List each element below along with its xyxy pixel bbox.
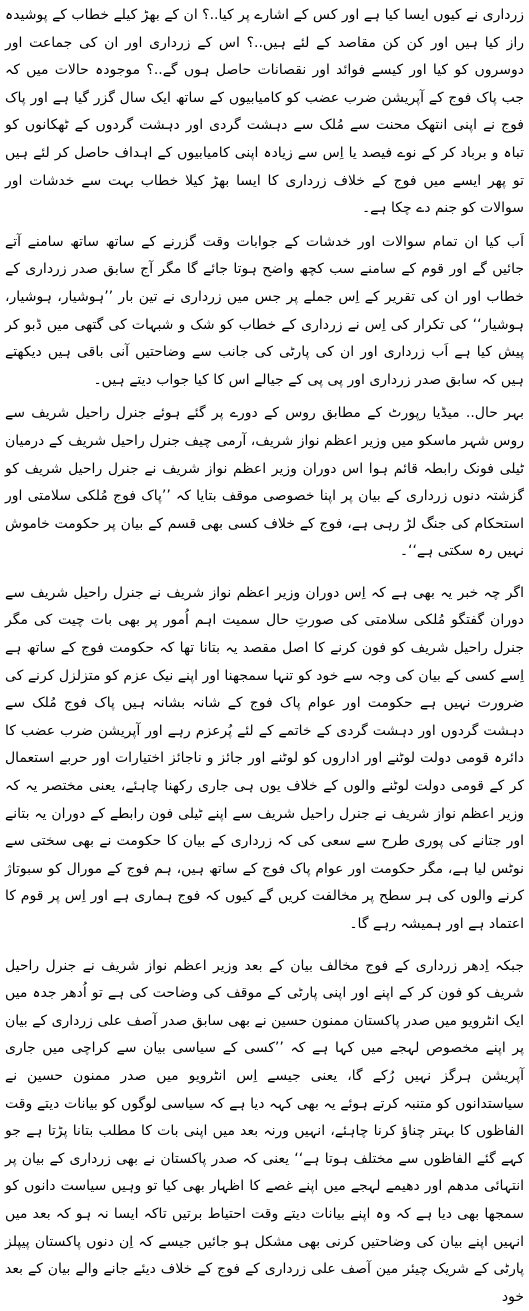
article-paragraph-1: زرداری نے کیوں ایسا کیا ہے اور کس کے اشارے پر کیا..؟ ان کے بھڑ کیلے خطاب کے پوشیدہ راز کیا ہیں اور کن کن مقاصد کے لئے ہیں..؟ اس کے زرداری اور ان کی جماعت اور دوسروں کو کیا اور کیسے فوائد اور نقصانات حاصل ہوں گے..؟ موجودہ حالات میں کہ جب پاک فوج کے آپریشن ضرب عضب کو کامیابیوں کے ساتھ ایک سال گزر گیا ہے اور پاک فوج نے اپنی انتھک محنت سے مُلک سے دہشت گردی اور دہشت گردوں کے ٹھکانوں کو تباہ و برباد کر کے نوے فیصد یا اِس سے زیادہ اپنی کامیابیوں کے اہداف حاصل کر لئے ہیں تو پھر ایسے میں فوج کے خلاف زرداری کا ایسا بھڑ کیلا خطاب بہت سے خدشات اور سوالات کو جنم دے چکا ہے۔: [5, 7, 524, 217]
article-paragraph-3: بہر حال.. میڈیا رپورٹ کے مطابق روس کے دورے پر گئے ہوئے جنرل راحیل شریف سے روس شہر ماسکو میں وزیر اعظم نواز شریف، آرمی چیف جنرل راحیل شریف کے درمیان ٹیلی فونک رابطہ قائم ہوا اس دوران وزیر اعظم نواز شریف نے جنرل راحیل شریف کو گزشتہ دنوں زرداری کے بیان پر اپنا خصوصی موقف بتایا کہ ’’پاک فوج مُلکی سلامتی اور استحکام کی جنگ لڑ رہی ہے، فوج کے خلاف کسی بھی قسم کے بیان پر حکومت خاموش نہیں رہ سکتی ہے‘‘۔: [5, 405, 524, 560]
article-paragraph-2: اَب کیا ان تمام سوالات اور خدشات کے جوابات وقت گزرنے کے ساتھ ساتھ سامنے آتے جائیں گے اور قوم کے سامنے سب کچھ واضح ہوتا جائے گا مگر آج سابق صدر زرداری کے خطاب اور ان کی تقریر کے اِس جملے پر جس میں زرداری نے تین بار ’’ہوشیار، ہوشیار، ہوشیار‘‘ کی تکرار کی اِس نے زرداری کے خطاب کو شک و شبہات کی گتھی میں ڈبو کر پیش کیا ہے اَب زرداری اور ان کی پارٹی کی جانب سے وضاحتیں آنی باقی ہیں دیکھتے ہیں کہ سابق صدر زرداری اور پی پی کے جیالے اس کا کیا جواب دیتے ہیں۔: [5, 233, 524, 388]
article-paragraph-4: اگر چہ خبر یہ بھی ہے کہ اِس دوران وزیر اعظم نواز شریف نے جنرل راحیل شریف سے دوران گفتگو مُلکی سلامتی کی صورتِ حال سمیت اہم اُمور پر بھی بات چیت کی مگر جنرل راحیل شریف کو فون کرنے کا اصل مقصد یہ بتانا تھا کہ حکومت فوج کے ساتھ ہے اِسے کسی کے بیان کی وجہ سے خود کو تنہا سمجھنا اور اپنے نیک عزم کو متزلزل کرنے کی ضرورت نہیں ہے حکومت اور عوام پاک فوج کے شانہ بشانہ ہیں پاک فوج مُلک سے دہشت گردوں اور دہشت گردی کے خاتمے کے لئے پُرعزم رہے اور آپریشن ضرب عضب کا دائرہ قومی دولت لوٹنے اور اداروں کو لوٹنے اور جائز و ناجائز اختیارات اور حربے استعمال کر کے قومی دولت لوٹنے والوں کے خلاف یوں ہی جاری رکھنا چاہئے، یعنی مختصر یہ کہ وزیر اعظم نواز شریف نے جنرل راحیل شریف سے اپنے ٹیلی فون رابطے کے دوران یہ بتانے اور جتانے کی پوری طرح سے سعی کی کہ زرداری کے بیان کا حکومت نے بھی سختی سے نوٹس لیا ہے، مگر حکومت اور عوام پاک فوج کے ساتھ ہیں، ہم فوج کے مورال کو سبوتاژ کرنے والوں کی ہر سطح پر مخالفت کریں گے کیوں کہ فوج ہماری ہے اور اِس پر قوم کا اعتماد ہے اور ہمیشہ رہے گا۔: [5, 584, 524, 932]
article-paragraph-5: جبکہ اِدھر زرداری کے فوج مخالف بیان کے بعد وزیر اعظم نواز شریف نے جنرل راحیل شریف کو فون کر کے اپنے اور اپنی پارٹی کے موقف کی وضاحت کی ہے تو اُدھر جدہ میں ایک انٹرویو میں صدر پاکستان ممنون حسین نے بھی سابق صدر آصف علی زرداری کے بیان پر اپنے مخصوص لہجے میں کہا ہے کہ ’’کسی کے سیاسی بیان سے کراچی میں جاری آپریشن ہرگز نہیں رُکے گا، یعنی جیسے اِس انٹرویو میں صدر ممنون حسین نے سیاستدانوں کو متنبہ کرتے ہوئے یہ بھی کہہ دیا ہے کہ سیاسی لوگوں کو بیانات دیتے وقت الفاظوں کا بہتر چناؤ کرنا چاہئے، انہیں ورنہ بعد میں اپنی بات کا مطلب بتانا پڑتا ہے جو کہے گئے الفاظوں سے مختلف ہوتا ہے‘‘ یعنی کہ صدر پاکستان نے بھی زرداری کے بیان پر انتہائی مدھم اور دھیمے لہجے میں اپنے غصے کا اظہار بھی کیا تو وہیں سیاست دانوں کو سمجھا بھی دیا ہے کہ وہ اپنے بیانات دیتے وقت احتیاط برتیں تاکہ ایسا نہ ہو کہ بعد میں انہیں اپنے بیان کی وضاحتیں کرنی بھی مشکل ہو جائیں جیسے کہ اِن دنوں پاکستان پیپلز پارٹی کے شریک چیئر مین آصف علی زرداری کے فوج کے خلاف دیئے جانے والے بیان کے بعد خود: [5, 957, 524, 1305]
